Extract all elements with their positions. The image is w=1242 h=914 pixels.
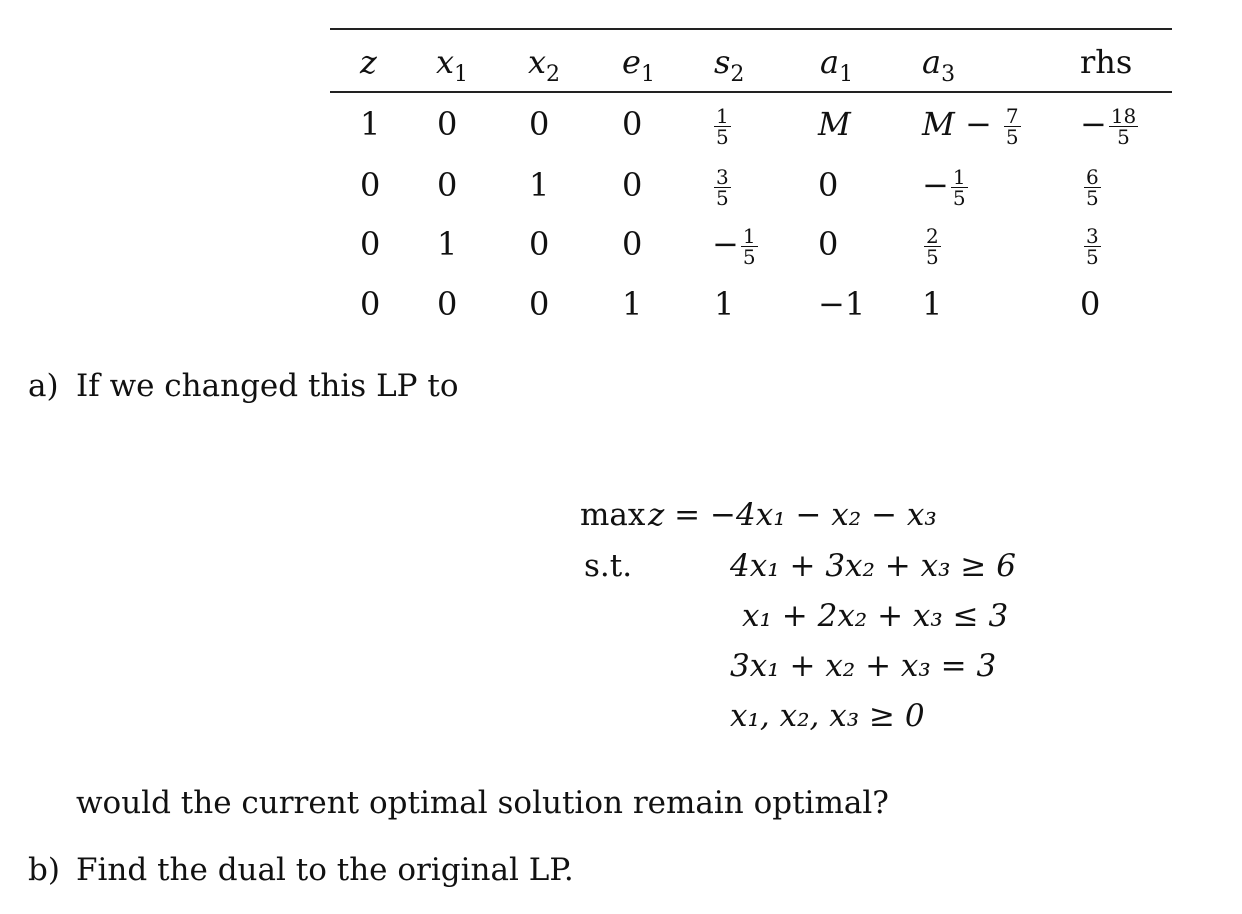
cell: 1	[714, 285, 735, 323]
table-top-rule	[330, 28, 1172, 30]
cell: 0	[437, 285, 458, 323]
part-a-intro: If we changed this LP to	[76, 368, 459, 404]
fraction-cell: $\frac{6}{5}$	[1086, 165, 1099, 210]
header-s2: $s_2$	[714, 43, 745, 87]
objective-label: max	[580, 497, 646, 533]
constraint-2: x₁ + 2x₂ + x₃ ≤ 3	[742, 598, 1009, 634]
part-a-label: a)	[28, 368, 59, 404]
fraction-cell: − $\frac{18}{5}$	[1080, 104, 1137, 149]
cell: 0	[818, 225, 839, 263]
header-a3: $a_3$	[922, 43, 956, 87]
cell: M	[818, 105, 851, 143]
cell: −1	[818, 285, 866, 323]
table-header-rule	[330, 91, 1172, 93]
cell: 1	[529, 166, 550, 204]
cell: 0	[360, 166, 381, 204]
header-x2: $x_2$	[528, 43, 561, 87]
fraction-cell: $\frac{1}{5}$	[716, 104, 729, 149]
header-rhs: rhs	[1080, 43, 1133, 81]
cell: 0	[529, 285, 550, 323]
cell: 1	[437, 225, 458, 263]
expression-cell: M − $\frac{7}{5}$	[922, 104, 1019, 149]
cell: 0	[818, 166, 839, 204]
cell: 0	[360, 225, 381, 263]
cell: 0	[1080, 285, 1101, 323]
cell: 0	[529, 225, 550, 263]
cell: 0	[622, 225, 643, 263]
cell: 0	[529, 105, 550, 143]
fraction-cell: $\frac{3}{5}$	[1086, 224, 1099, 269]
part-a-question: would the current optimal solution remain optimal?	[76, 785, 889, 821]
header-x1: $x_1$	[436, 43, 469, 87]
cell: 0	[437, 105, 458, 143]
part-b-text: Find the dual to the original LP.	[76, 852, 574, 888]
fraction-cell: − $\frac{1}{5}$	[922, 165, 966, 210]
fraction-cell: − $\frac{1}{5}$	[712, 224, 756, 269]
constraint-1: 4x₁ + 3x₂ + x₃ ≥ 6	[730, 548, 1016, 584]
fraction-cell: $\frac{3}{5}$	[716, 165, 729, 210]
cell: 0	[622, 105, 643, 143]
nonnegativity-constraint: x₁, x₂, x₃ ≥ 0	[730, 698, 925, 734]
cell: 0	[437, 166, 458, 204]
constraint-3: 3x₁ + x₂ + x₃ = 3	[730, 648, 997, 684]
cell: 1	[360, 105, 381, 143]
fraction-cell: $\frac{2}{5}$	[926, 224, 939, 269]
objective-function: z = −4x₁ − x₂ − x₃	[648, 497, 937, 533]
header-e1: $e_1$	[622, 43, 655, 87]
cell: 0	[622, 166, 643, 204]
cell: 1	[622, 285, 643, 323]
part-b-label: b)	[28, 852, 60, 888]
header-a1: $a_1$	[820, 43, 854, 87]
subject-to-label: s.t.	[584, 548, 633, 584]
cell: 1	[922, 285, 943, 323]
cell: 0	[360, 285, 381, 323]
header-z: z	[360, 43, 377, 81]
